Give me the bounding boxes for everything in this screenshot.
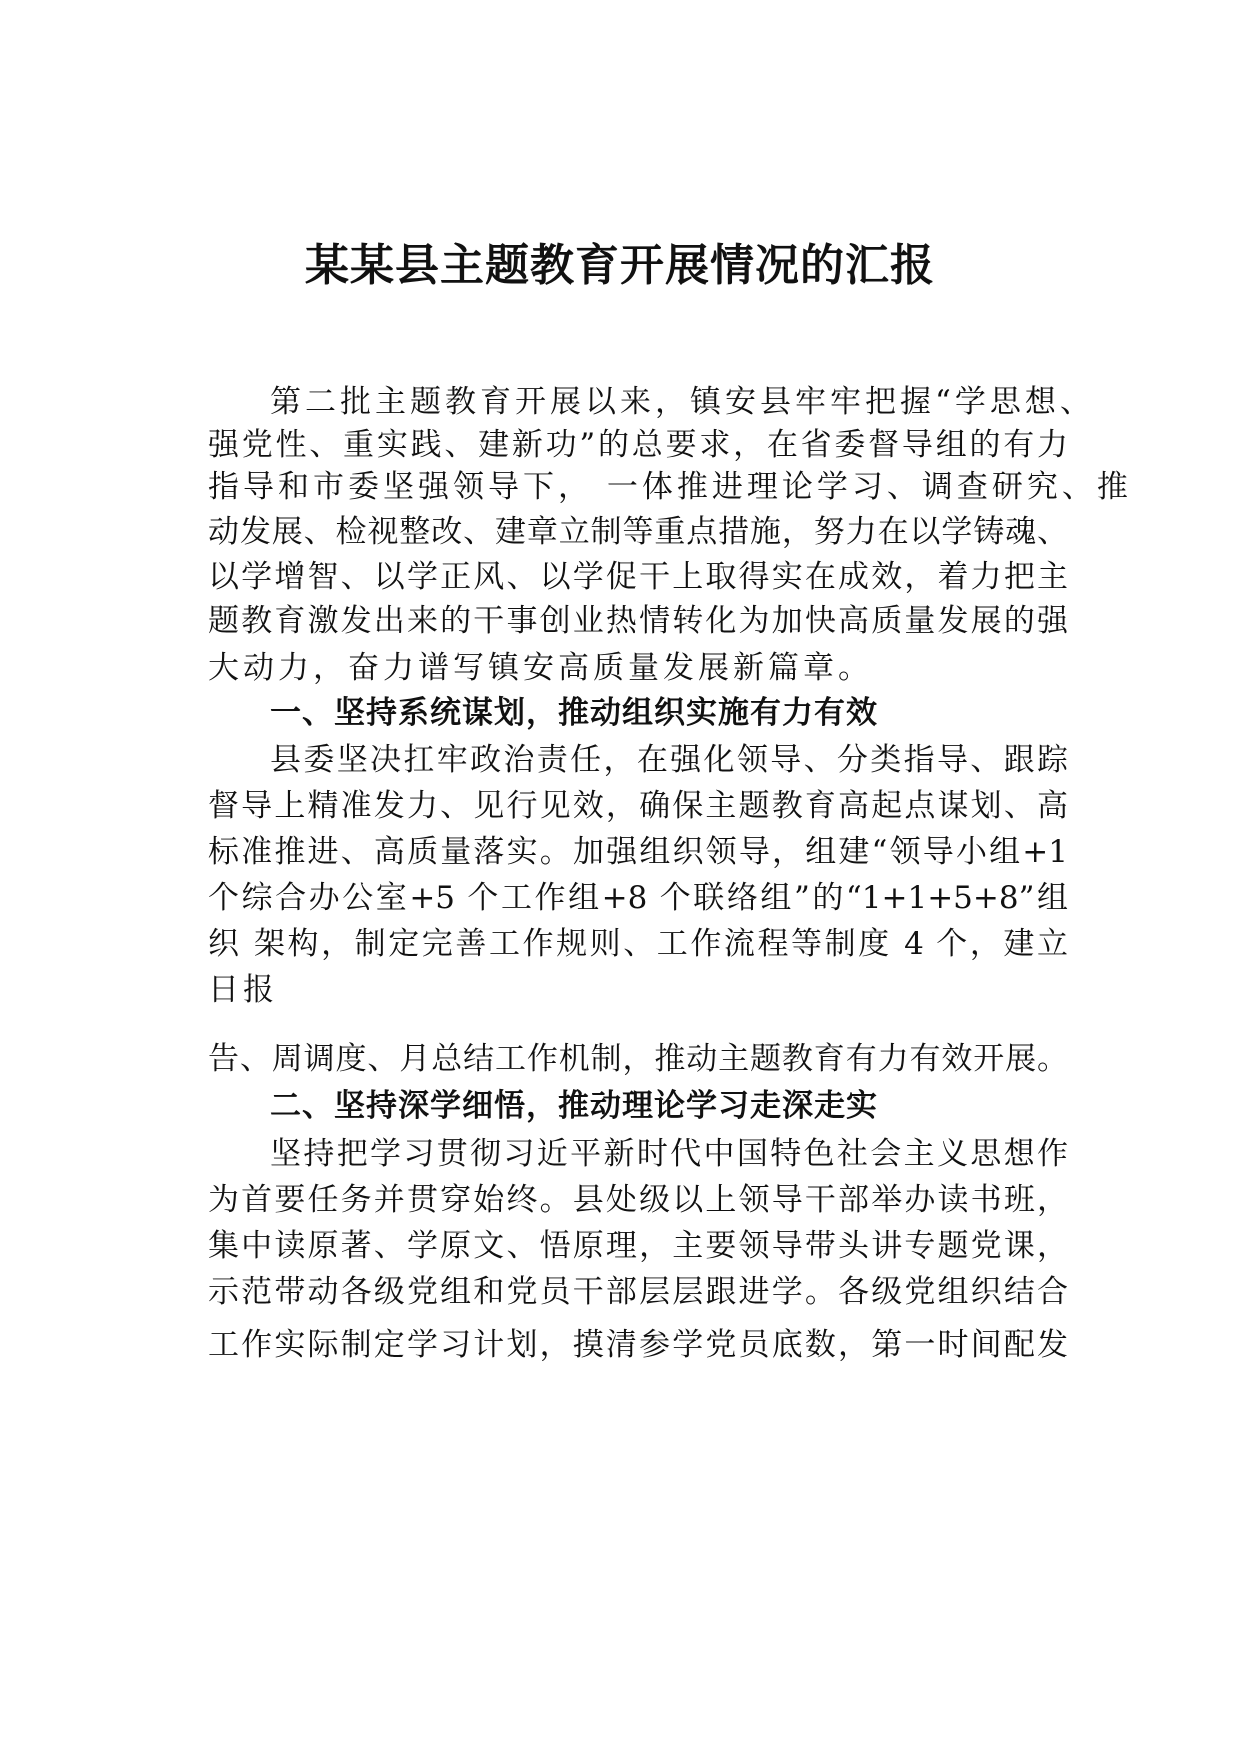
text-line: 示范带动各级党组和党员干部层层跟进学。各级党组织结合 (208, 1274, 1068, 1310)
text-line: 个综合办公室+5 个工作组+8 个联络组”的“1+1+5+8”组 (208, 880, 1068, 916)
text-line: 集中读原著、学原文、悟原理，主要领导带头讲专题党课， (208, 1228, 1068, 1264)
text-line: 坚持把学习贯彻习近平新时代中国特色社会主义思想作 (270, 1136, 1068, 1172)
text-line: 第二批主题教育开展以来，镇安县牢牢把握“学思想、 (270, 384, 1095, 420)
text-line: 指导和市委坚强领导下， 一体推进理论学习、调查研究、推 (208, 469, 1132, 505)
section-heading: 一、坚持系统谋划，推动组织实施有力有效 (270, 695, 878, 731)
text-line: 织 架构，制定完善工作规则、工作流程等制度 4 个，建立 (208, 926, 1068, 962)
text-line: 督导上精准发力、见行见效，确保主题教育高起点谋划、高 (208, 788, 1068, 824)
text-line: 大动力，奋力谱写镇安高质量发展新篇章。 (208, 650, 873, 686)
text-line: 日报 (208, 972, 278, 1008)
text-line: 告、周调度、月总结工作机制，推动主题教育有力有效开展。 (208, 1041, 1068, 1077)
document-title: 某某县主题教育开展情况的汇报 (305, 240, 935, 291)
text-line: 工作实际制定学习计划，摸清参学党员底数，第一时间配发 (208, 1327, 1068, 1363)
section-heading: 二、坚持深学细悟，推动理论学习走深走实 (270, 1088, 878, 1124)
text-line: 为首要任务并贯穿始终。县处级以上领导干部举办读书班， (208, 1182, 1068, 1218)
text-line: 县委坚决扛牢政治责任，在强化领导、分类指导、跟踪 (270, 742, 1068, 778)
text-line: 标准推进、高质量落实。加强组织领导，组建“领导小组+1 (208, 834, 1068, 870)
text-line: 动发展、检视整改、建章立制等重点措施，努力在以学铸魂、 (208, 514, 1068, 550)
text-line: 强党性、重实践、建新功”的总要求，在省委督导组的有力 (208, 427, 1068, 463)
text-line: 题教育激发出来的干事创业热情转化为加快高质量发展的强 (208, 603, 1068, 639)
text-line: 以学增智、以学正风、以学促干上取得实在成效，着力把主 (208, 559, 1068, 595)
